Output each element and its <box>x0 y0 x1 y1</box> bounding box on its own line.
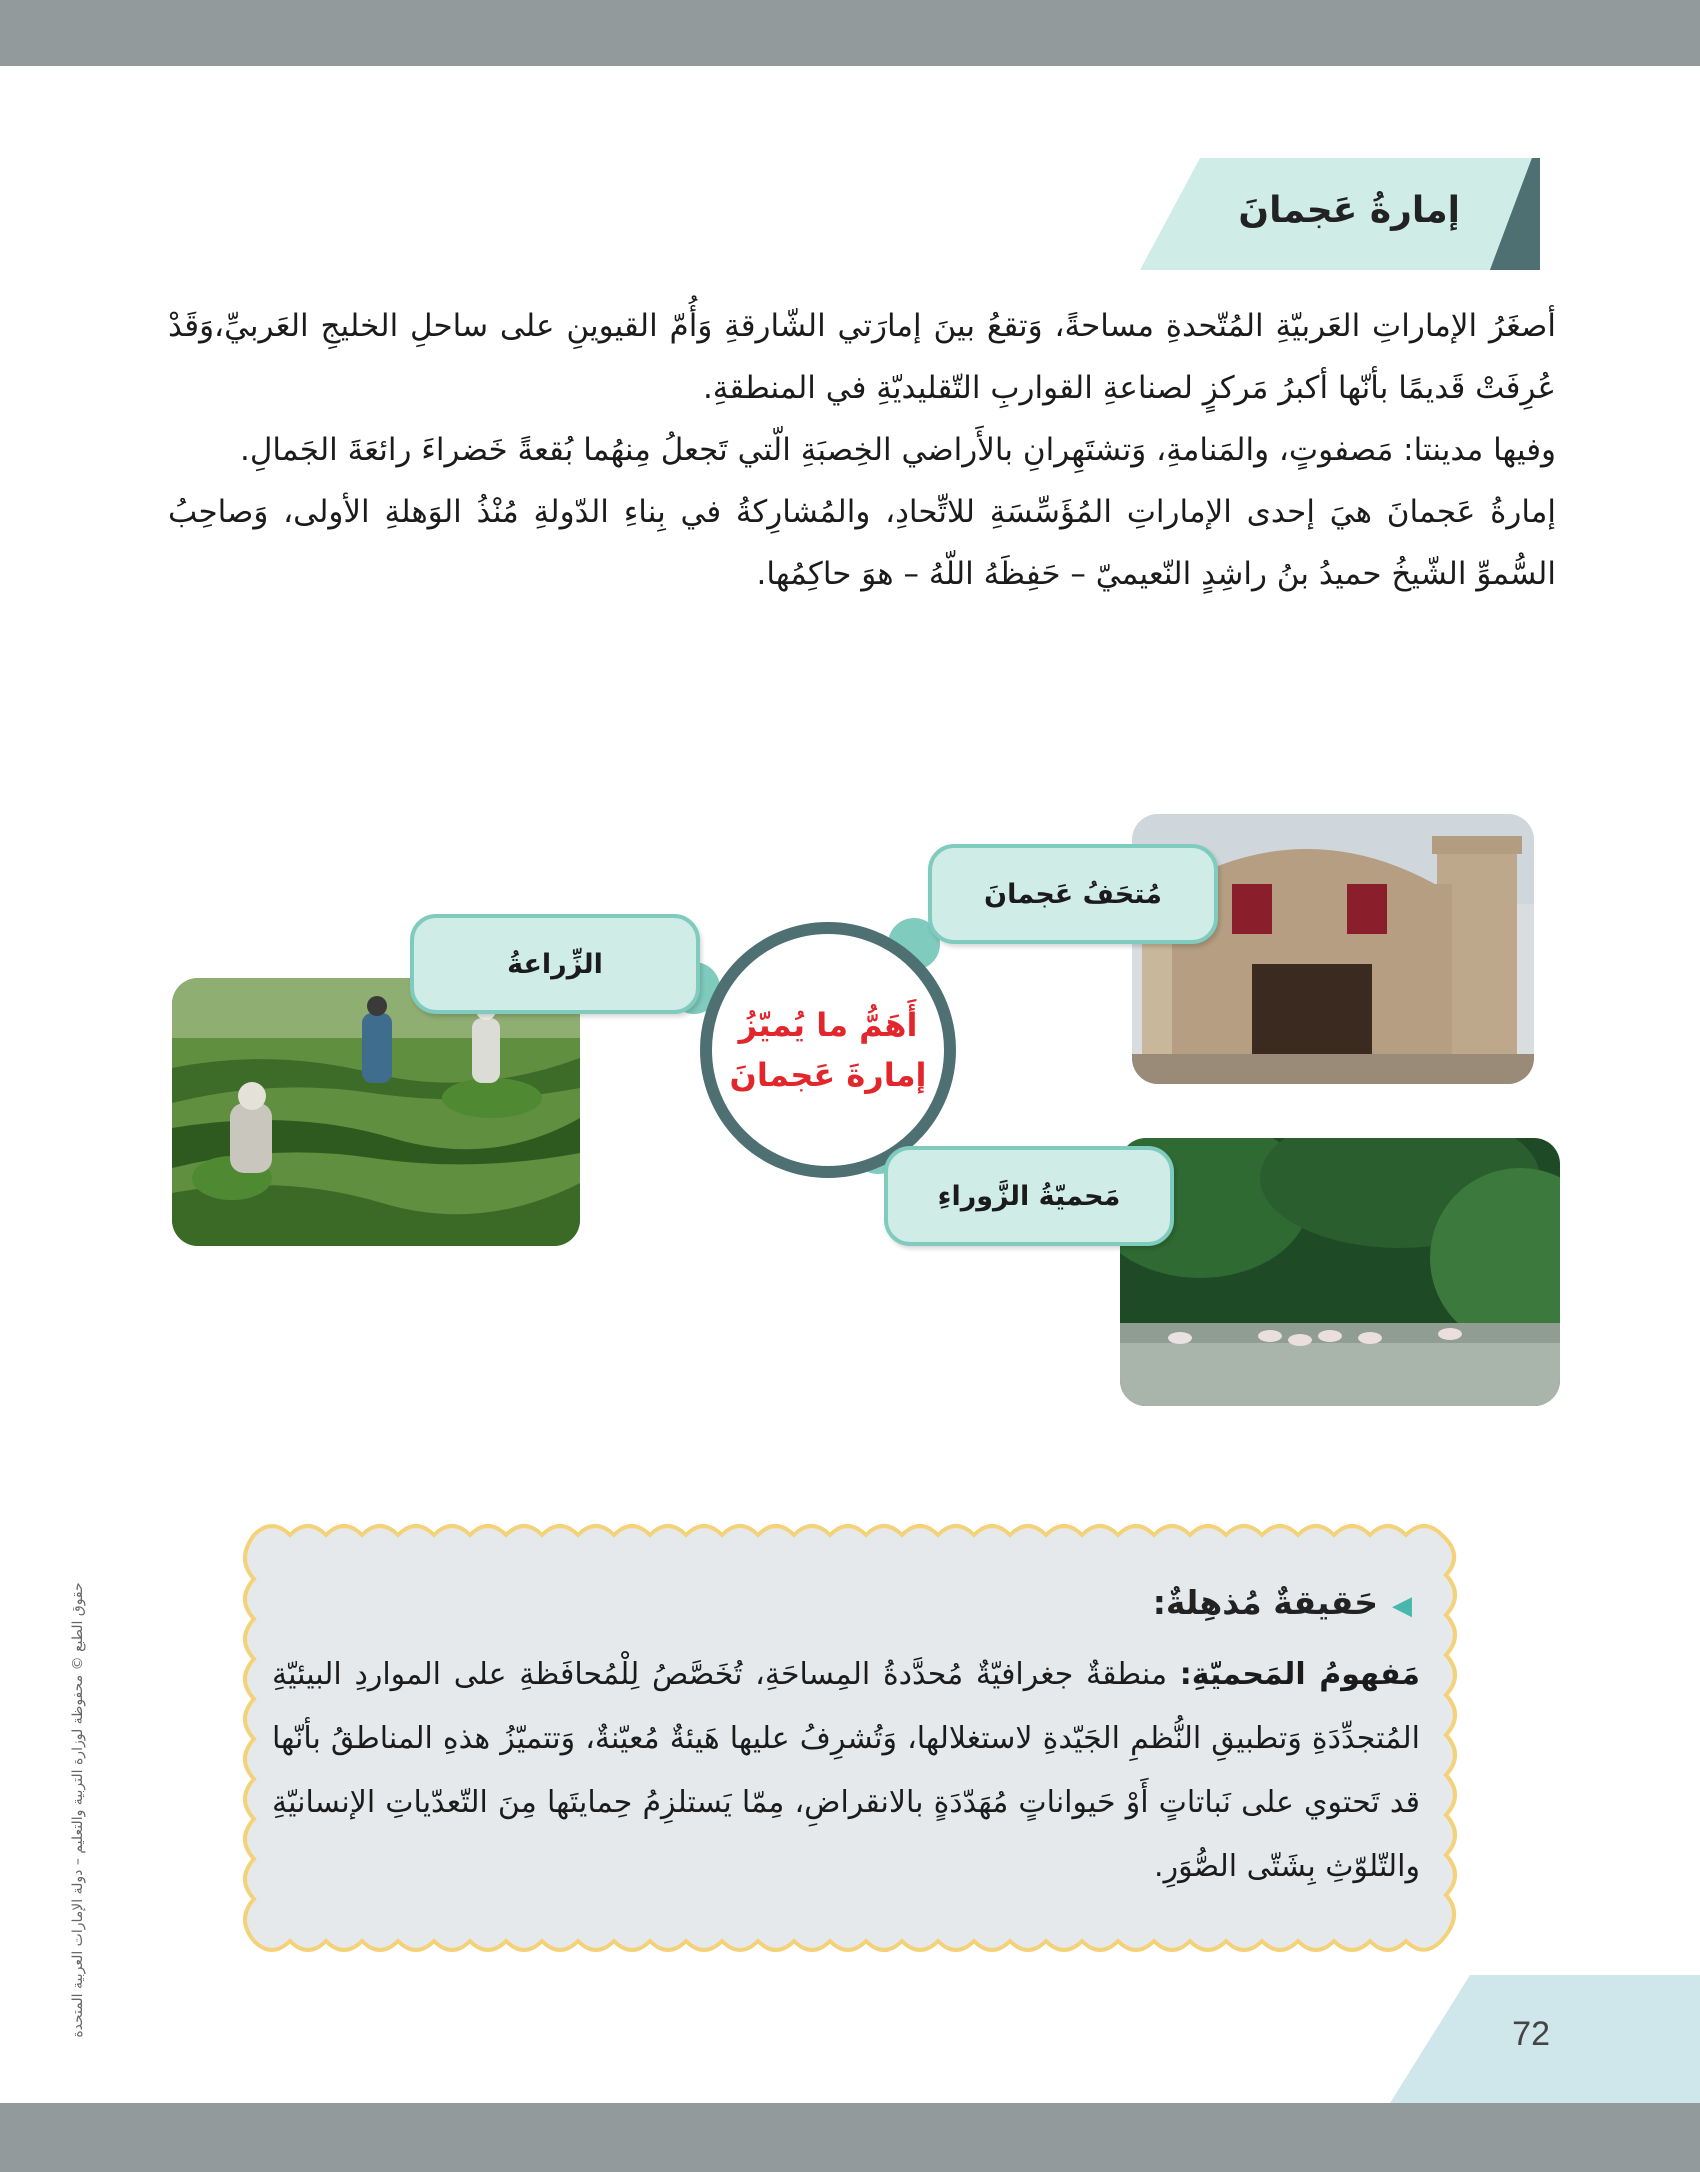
copyright-side-note: حقوق الطبع © محفوظة لوزارة التربية والتعليم – دولة الإمارات العربية المتحدة <box>70 1582 86 2038</box>
bottom-bar <box>0 2103 1700 2172</box>
bubble-reserve: مَحميّةُ الزَّوراءِ <box>884 1146 1174 1246</box>
section-title: إمارةُ عَجمانَ <box>1238 190 1460 231</box>
body-text <box>168 295 1556 605</box>
fact-text <box>272 1643 1420 1899</box>
center-line-1: أَهَمُّ ما يُميّزُ <box>738 1006 918 1044</box>
triangle-marker-icon: ◀ <box>1392 1591 1412 1621</box>
al-zorah-reserve-photo <box>1120 1138 1560 1406</box>
section-title-banner <box>1140 158 1540 270</box>
paragraph-2: وفيها مدينتا: مَصفوتٍ، والمَنامةِ، وَتشتَهِرانِ بالأَراضي الخِصبَةِ الّتي تَجعلُ مِنهُما بُقعةً خَضراءَ رائعَةَ الجَمالِ. <box>239 432 1556 468</box>
center-line-2: إمارةَ عَجمانَ <box>729 1056 927 1094</box>
fact-heading-text: حَقيقةٌ مُذهِلةٌ: <box>1152 1583 1378 1622</box>
top-bar <box>0 0 1700 66</box>
bubble-agriculture: الزِّراعةُ <box>410 914 700 1014</box>
mindmap <box>0 800 1700 1420</box>
paragraph-1: أصغَرُ الإماراتِ العَربيّةِ المُتّحدةِ مساحةً، وَتقعُ بينَ إمارَتي الشّارقةِ وَأُمّ القيوينِ على ساحلِ الخليجِ العَربيِّ،وَقَدْ عُرِفَتْ قَديمًا بأنّها أكبرُ مَركزٍ لصناعةِ القواربِ التّقليديّةِ في المنطقةِ. <box>168 308 1556 406</box>
amazing-fact-box <box>232 1515 1472 1965</box>
page-number-area <box>1390 1975 1700 2103</box>
page-number: 72 <box>1512 2015 1550 2053</box>
mindmap-center <box>700 922 956 1178</box>
agriculture-photo <box>172 978 580 1246</box>
bubble-museum: مُتحَفُ عَجمانَ <box>928 844 1218 944</box>
paragraph-3: إمارةُ عَجمانَ هيَ إحدى الإماراتِ المُؤَسِّسَةِ للاتِّحادِ، والمُشارِكةُ في بِناءِ الدّولةِ مُنْذُ الوَهلةِ الأولى، وَصاحِبُ السُّموِّ الشّيخُ حميدُ بنُ راشِدٍ النّعيميّ – حَفِظَهُ اللّهُ – هوَ حاكِمُها. <box>168 494 1556 592</box>
fact-heading <box>1153 1583 1412 1622</box>
fact-term: مَفهومُ المَحميّةِ: <box>1179 1657 1420 1692</box>
fact-definition: منطقةٌ جغرافيّةٌ مُحدَّدةُ المِساحَةِ، تُخَصَّصُ لِلْمُحافَظةِ على المواردِ البيئيّةِ المُتجدِّدَةِ وَتطبيقِ النُّظمِ الجَيّدةِ لاستغلالها، وَتُشرِفُ عليها هَيئةٌ مُعيّنةٌ، وَتتميّزُ هذهِ المناطقُ بأنّها قد تَحتوي على نَباتاتٍ أَوْ حَيواناتٍ مُهَدّدَةٍ بالانقراضِ، مِمّا يَستلزِمُ حِمايتَها مِنَ التّعدّياتِ الإنسانيّةِ والتّلوّثِ بِشَتّى الصُّوَرِ. <box>272 1657 1420 1884</box>
